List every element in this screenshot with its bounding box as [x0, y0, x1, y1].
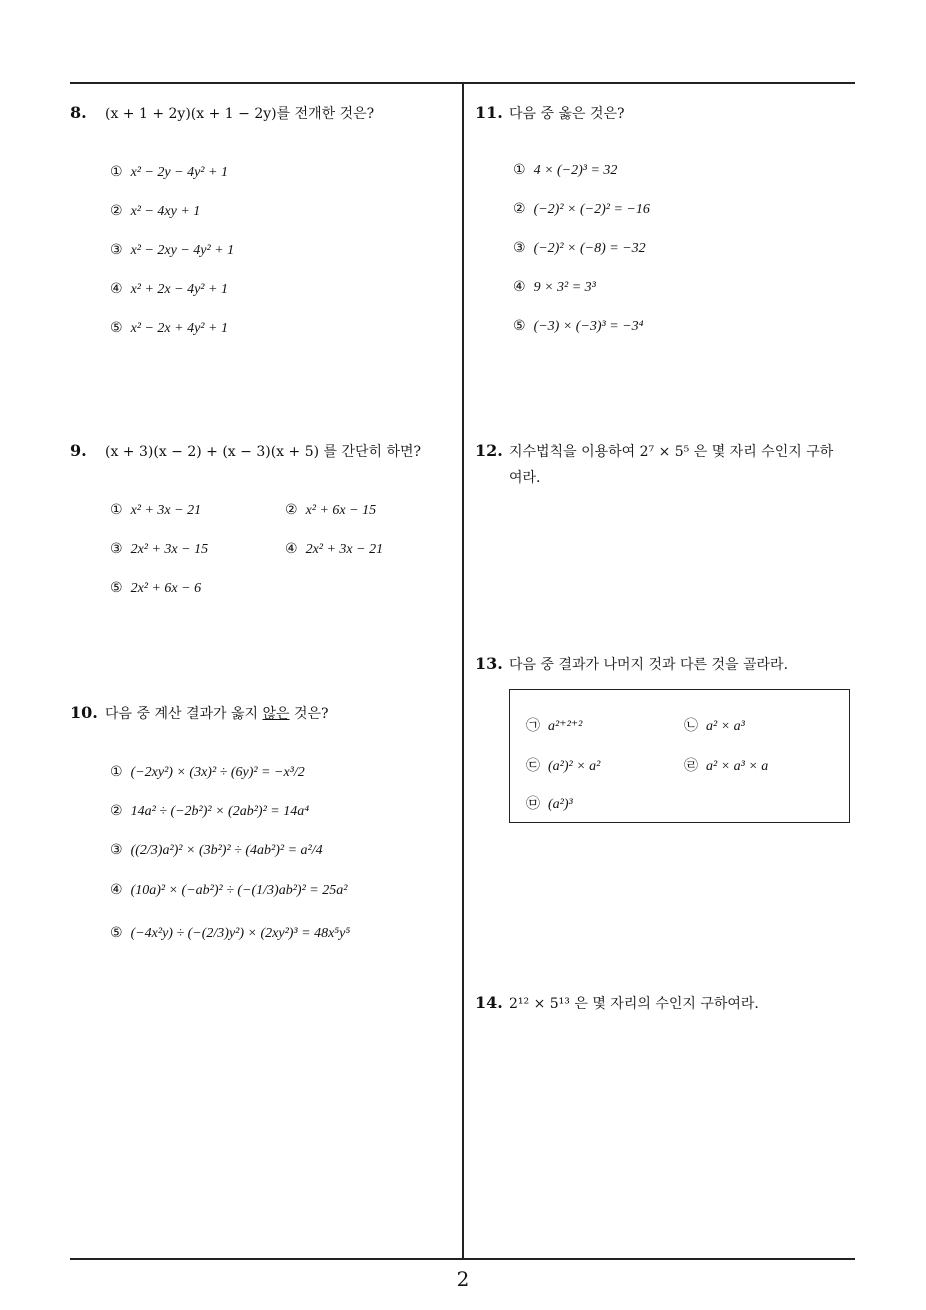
option-marker: ①: [110, 764, 123, 780]
option-text: 4 × (−2)³ = 32: [533, 163, 618, 178]
question-11-option-5[interactable]: [513, 318, 644, 335]
option-marker: ③: [110, 842, 123, 858]
option-text: x² + 3x − 21: [130, 503, 202, 518]
option-marker: ⑤: [110, 925, 123, 941]
question-10-option-4[interactable]: [110, 882, 347, 899]
option-marker: ②: [513, 201, 526, 217]
question-10-option-2[interactable]: [110, 803, 309, 820]
question-13-choice-1[interactable]: [526, 715, 582, 735]
option-marker: ⑤: [513, 318, 526, 334]
question-12-stem-line-2: 여라.: [509, 470, 541, 486]
question-11-option-3[interactable]: [513, 240, 646, 257]
option-text: x² − 2x + 4y² + 1: [130, 321, 228, 336]
option-marker: ③: [110, 242, 123, 258]
question-8-option-3[interactable]: [110, 242, 234, 259]
question-9-option-2[interactable]: [285, 502, 376, 519]
question-9-stem: (x + 3)(x − 2) + (x − 3)(x + 5) 를 간단히 하면?: [105, 444, 422, 460]
option-text: (−4x²y) ÷ (−(2/3)y²) × (2xy²)³ = 48x⁵y⁵: [130, 926, 351, 941]
question-11-stem: 다음 중 옳은 것은?: [509, 106, 625, 122]
question-9-option-3[interactable]: [110, 541, 208, 558]
question-9-option-4[interactable]: [285, 541, 383, 558]
choice-marker: ㉢: [526, 758, 540, 774]
option-text: x² + 6x − 15: [305, 503, 377, 518]
question-10-number: 10.: [70, 703, 98, 722]
question-9-number: 9.: [70, 441, 87, 460]
option-marker: ①: [513, 162, 526, 178]
option-marker: ④: [110, 281, 123, 297]
option-marker: ①: [110, 502, 123, 518]
option-text: x² − 4xy + 1: [130, 204, 201, 219]
page-number: 2: [456, 1267, 470, 1291]
column-divider: [462, 82, 464, 1259]
question-11-option-4[interactable]: [513, 279, 596, 296]
question-14-stem: 2¹² × 5¹³ 은 몇 자리의 수인지 구하여라.: [509, 996, 759, 1012]
option-marker: ②: [110, 803, 123, 819]
option-text: (−2)² × (−8) = −32: [533, 241, 646, 256]
question-9-option-1[interactable]: [110, 502, 201, 519]
stem-underlined: 않은: [262, 706, 290, 722]
question-10-option-5[interactable]: [110, 925, 350, 942]
question-8-option-5[interactable]: [110, 320, 228, 337]
question-9-option-5[interactable]: [110, 580, 201, 597]
option-text: x² − 2y − 4y² + 1: [130, 165, 228, 180]
choice-text: a²⁺²⁺²: [548, 719, 583, 734]
option-text: 2x² + 6x − 6: [130, 581, 202, 596]
option-marker: ②: [110, 203, 123, 219]
question-11-number: 11.: [475, 103, 503, 122]
choice-marker: ㉠: [526, 718, 540, 734]
option-marker: ⑤: [110, 580, 123, 596]
question-11-option-1[interactable]: [513, 162, 617, 179]
question-8-option-1[interactable]: [110, 164, 228, 181]
stem-part: 것은?: [289, 706, 329, 722]
question-13-choice-4[interactable]: [684, 755, 768, 775]
option-text: (−2)² × (−2)² = −16: [533, 202, 650, 217]
option-marker: ④: [513, 279, 526, 295]
choice-marker: ㉣: [684, 758, 698, 774]
choice-text: (a²)³: [548, 797, 573, 812]
question-8-option-4[interactable]: [110, 281, 228, 298]
question-14-number: 14.: [475, 993, 503, 1012]
option-marker: ⑤: [110, 320, 123, 336]
question-13-stem: 다음 중 결과가 나머지 것과 다른 것을 골라라.: [509, 657, 789, 673]
stem-part: 다음 중 계산 결과가 옳지: [105, 706, 263, 722]
option-marker: ③: [513, 240, 526, 256]
option-text: ((2/3)a²)² × (3b²)² ÷ (4ab²)² = a²/4: [130, 843, 323, 858]
question-8-stem: (x + 1 + 2y)(x + 1 − 2y)를 전개한 것은?: [105, 106, 375, 122]
option-text: 9 × 3² = 3³: [533, 280, 596, 295]
question-13-choice-5[interactable]: [526, 793, 573, 813]
question-8-number: 8.: [70, 103, 87, 122]
option-text: 2x² + 3x − 21: [305, 542, 384, 557]
option-text: x² + 2x − 4y² + 1: [130, 282, 228, 297]
choice-marker: ㉡: [684, 718, 698, 734]
choice-text: (a²)² × a²: [548, 759, 601, 774]
question-10-stem: [105, 701, 329, 727]
choice-text: a² × a³: [706, 719, 745, 734]
option-text: (10a)² × (−ab²)² ÷ (−(1/3)ab²)² = 25a²: [130, 883, 348, 898]
question-11-option-2[interactable]: [513, 201, 650, 218]
option-text: 14a² ÷ (−2b²)² × (2ab²)² = 14a⁴: [130, 804, 310, 819]
option-marker: ①: [110, 164, 123, 180]
bottom-rule: [70, 1258, 855, 1260]
option-marker: ③: [110, 541, 123, 557]
option-text: (−3) × (−3)³ = −3⁴: [533, 319, 644, 334]
option-marker: ④: [110, 882, 123, 898]
question-12-number: 12.: [475, 441, 503, 460]
option-marker: ④: [285, 541, 298, 557]
question-13-choice-3[interactable]: [526, 755, 600, 775]
option-text: x² − 2xy − 4y² + 1: [130, 243, 235, 258]
question-8-option-2[interactable]: [110, 203, 200, 220]
question-12-stem-line-1: 지수법칙을 이용하여 2⁷ × 5⁵ 은 몇 자리 수인지 구하: [509, 444, 834, 460]
choice-text: a² × a³ × a: [706, 759, 769, 774]
option-marker: ②: [285, 502, 298, 518]
question-13-number: 13.: [475, 654, 503, 673]
choice-marker: ㉤: [526, 796, 540, 812]
option-text: 2x² + 3x − 15: [130, 542, 209, 557]
question-10-option-1[interactable]: [110, 764, 305, 781]
question-10-option-3[interactable]: [110, 842, 323, 859]
question-13-choice-2[interactable]: [684, 715, 745, 735]
option-text: (−2xy²) × (3x)² ÷ (6y)² = −x³/2: [130, 765, 305, 780]
